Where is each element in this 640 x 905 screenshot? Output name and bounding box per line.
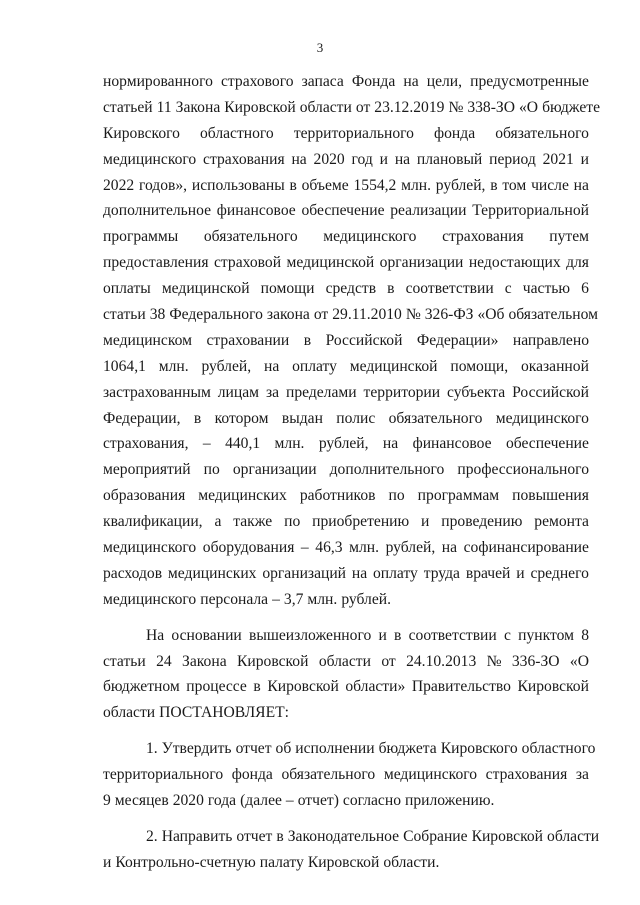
word: области	[103, 704, 156, 722]
word: ПОСТАНОВЛЯЕТ:	[159, 704, 289, 722]
word: страхового	[221, 73, 294, 90]
text-line	[103, 173, 589, 199]
paragraph	[103, 69, 601, 613]
word: год	[351, 150, 373, 168]
word: обязательного	[495, 124, 589, 142]
word: Закона	[175, 98, 221, 116]
word: пределами	[285, 383, 357, 401]
word: врачей	[465, 564, 511, 582]
word: основании	[171, 626, 242, 644]
word: 6	[581, 280, 589, 298]
word: объеме	[301, 176, 349, 194]
word: мероприятий	[103, 461, 191, 479]
word: и	[421, 513, 430, 531]
word: –	[202, 435, 211, 453]
word: с	[504, 280, 512, 298]
word: палату	[259, 853, 304, 871]
word: фонда	[231, 766, 273, 784]
word: проведению	[441, 513, 523, 531]
word: исполнении	[295, 740, 375, 758]
word: и	[580, 150, 589, 168]
word: плановый	[416, 150, 483, 168]
word: помощи,	[450, 357, 509, 375]
word: на	[263, 357, 280, 375]
word: статьи	[103, 306, 146, 324]
word: 2.	[146, 827, 158, 845]
word: расходов	[103, 564, 163, 582]
word: на	[382, 435, 399, 453]
word: рублей,	[318, 435, 369, 453]
word: обязательного	[388, 409, 483, 427]
word: 336-ЗО	[511, 652, 560, 670]
word: соответствии	[408, 626, 497, 644]
word: 2020	[313, 150, 345, 168]
word: Правительство	[411, 678, 511, 696]
word: рублей,	[201, 357, 252, 375]
word: 1554,2	[353, 176, 397, 194]
word: и	[516, 564, 525, 582]
word: числе	[531, 176, 569, 194]
word: том	[502, 176, 527, 194]
text-line	[103, 328, 589, 354]
word: среднего	[530, 564, 589, 582]
word: реализации	[390, 202, 467, 220]
word: лицам	[217, 383, 260, 401]
word: №	[486, 652, 502, 670]
word: медицинской	[286, 254, 375, 272]
word: «Об	[477, 306, 505, 324]
word: области	[547, 827, 600, 845]
text-line	[103, 561, 589, 587]
word: также	[233, 513, 273, 531]
word: года	[207, 792, 237, 810]
word: в	[276, 827, 284, 845]
word: «О	[519, 98, 539, 116]
word: 29.11.2010	[332, 306, 402, 324]
word: работников	[299, 487, 376, 505]
word: –	[272, 590, 280, 608]
word: путем	[549, 228, 589, 246]
word: нормированного	[103, 73, 213, 90]
word: Кировской	[236, 652, 309, 670]
word: Федерального	[169, 306, 263, 324]
word: страховании	[206, 331, 290, 349]
word: 2022	[103, 176, 135, 194]
word: Контрольно-счетную	[115, 853, 256, 871]
word: территориального	[293, 124, 414, 142]
word: Собрание	[403, 827, 468, 845]
word: территории	[363, 383, 441, 401]
word: оказанной	[520, 357, 589, 375]
text-line	[103, 509, 589, 535]
word: страхования,	[103, 435, 189, 453]
paragraph-gap	[103, 613, 589, 623]
text-line	[103, 623, 589, 649]
word: области	[299, 98, 352, 116]
word: фонда	[434, 124, 476, 142]
text-line	[103, 95, 601, 121]
word: и	[103, 853, 112, 871]
word: запаса	[301, 73, 344, 90]
word: бюджетном	[103, 678, 180, 696]
word: в	[394, 626, 402, 644]
text-line	[103, 736, 596, 762]
word: соответствии	[405, 280, 494, 298]
word: дополнительного	[329, 461, 445, 479]
word: Кировской	[471, 827, 544, 845]
word: 9	[103, 792, 111, 810]
text-line	[103, 587, 589, 613]
word: бюджете	[542, 98, 601, 116]
word: 8	[581, 626, 589, 644]
word: медицинской	[161, 280, 250, 298]
word: квалификации,	[103, 513, 203, 531]
word: обеспечение	[505, 435, 589, 453]
word: бюджета	[378, 740, 437, 758]
word: статьей	[103, 98, 153, 116]
word: 1064,1	[103, 357, 146, 375]
word: Кировского	[440, 740, 518, 758]
word: Кировской	[224, 98, 296, 116]
word: с	[503, 626, 511, 644]
word: медицинского	[323, 228, 417, 246]
word: 3,7	[283, 590, 304, 608]
text-line	[103, 649, 589, 675]
word: страхования	[442, 228, 524, 246]
word: цели,	[426, 73, 463, 90]
word: территориального	[103, 766, 224, 784]
text-line	[103, 224, 589, 250]
word: на	[291, 150, 307, 168]
word: 338-ЗО	[467, 98, 515, 116]
word: обязательном	[508, 306, 598, 324]
paragraph	[103, 623, 589, 727]
word: за	[265, 383, 280, 401]
word: обязательного	[203, 228, 298, 246]
word: использованы	[191, 176, 285, 194]
word: рублей.	[341, 590, 391, 608]
text-line	[103, 121, 589, 147]
word: 11	[156, 98, 172, 116]
word: млн.	[158, 357, 189, 375]
text-line	[103, 147, 589, 173]
word: по	[203, 461, 220, 479]
word: частью	[522, 280, 571, 298]
word: персонала	[200, 590, 269, 608]
paragraph-gap	[103, 726, 589, 736]
word: 23.12.2019	[374, 98, 445, 116]
word: направлено	[512, 331, 589, 349]
text-line	[103, 850, 589, 876]
word: 2020	[172, 792, 204, 810]
word: 46,3	[315, 539, 343, 557]
word: предоставления	[103, 254, 209, 272]
word: вышеизложенного	[249, 626, 372, 644]
word: на	[573, 176, 589, 194]
word: отчет	[235, 740, 272, 758]
word: млн.	[307, 590, 338, 608]
text-line	[103, 406, 589, 432]
text-line	[103, 824, 600, 850]
word: недостающих	[468, 254, 561, 272]
word: помощи	[260, 280, 315, 298]
word: отчет)	[297, 792, 339, 810]
word: области»	[345, 678, 406, 696]
paragraph	[103, 824, 600, 876]
text-line	[103, 354, 589, 380]
word: от	[355, 98, 371, 116]
word: на	[403, 73, 419, 90]
word: повышения	[512, 487, 589, 505]
text-line	[103, 250, 589, 276]
text-line	[103, 700, 589, 726]
text-line	[103, 198, 589, 224]
word: организаций	[262, 564, 347, 582]
word: 440,1	[225, 435, 261, 453]
word: в	[289, 176, 297, 194]
word: по	[284, 513, 301, 531]
paragraph-gap	[103, 814, 589, 824]
text-line	[103, 762, 589, 788]
word: и	[378, 626, 387, 644]
word: финансовое	[412, 435, 492, 453]
word: финансовое	[216, 202, 296, 220]
word: закона	[266, 306, 310, 324]
word: выдан	[281, 409, 323, 427]
word: Кировской	[267, 678, 339, 696]
word: 326-ФЗ	[424, 306, 474, 324]
word: Федерации,	[103, 409, 181, 427]
word: обязательного	[281, 766, 376, 784]
word: Российской	[512, 383, 589, 401]
word: области	[318, 652, 371, 670]
word: медицинских	[198, 487, 287, 505]
word: в	[490, 176, 498, 194]
word: страховой	[214, 254, 282, 272]
text-line	[103, 457, 589, 483]
word: Территориальной	[472, 202, 589, 220]
text-line	[103, 483, 589, 509]
text-line	[103, 380, 589, 406]
word: об	[275, 740, 292, 758]
word: рублей,	[435, 176, 486, 194]
text-line	[103, 431, 589, 457]
word: Закона	[182, 652, 227, 670]
word: Кировского	[103, 124, 180, 142]
word: –	[285, 792, 294, 810]
word: программы	[103, 228, 179, 246]
word: медицинском	[103, 331, 192, 349]
page-number: 3	[316, 40, 324, 55]
text-line	[103, 276, 589, 302]
word: медицинского	[103, 590, 197, 608]
word: млн.	[274, 435, 305, 453]
word: образования	[103, 487, 186, 505]
word: отчет	[236, 827, 273, 845]
word: оплаты	[103, 280, 151, 298]
word: согласно	[342, 792, 401, 810]
word: «О	[569, 652, 589, 670]
word: Кировской	[307, 853, 380, 871]
word: приложению.	[405, 792, 495, 810]
word: Фонда	[351, 73, 396, 90]
word: пунктом	[518, 626, 574, 644]
word: предусмотренные	[470, 73, 589, 90]
word: Направить	[161, 827, 233, 845]
word: дополнительное	[103, 202, 212, 220]
word: на	[394, 150, 411, 168]
word: областного	[200, 124, 274, 142]
word: в	[303, 331, 312, 349]
word: млн.	[349, 539, 380, 557]
word: статьи	[103, 652, 146, 670]
word: 24.10.2013	[406, 652, 477, 670]
word: медицинского	[103, 150, 197, 168]
word: в	[387, 280, 395, 298]
word: оплату	[373, 564, 418, 582]
word: софинансирование	[463, 539, 589, 557]
word: в	[193, 409, 202, 427]
word: субъекта	[447, 383, 506, 401]
word: по	[388, 487, 405, 505]
word: организации	[379, 254, 464, 272]
word: для	[566, 254, 589, 272]
word: медицинских	[167, 564, 257, 582]
word: областного	[521, 740, 596, 758]
word: ремонта	[534, 513, 589, 531]
word: программам	[417, 487, 500, 505]
word: (далее	[240, 792, 282, 810]
word: средств	[325, 280, 377, 298]
word: котором	[214, 409, 269, 427]
word: медицинского	[495, 409, 589, 427]
text-line	[103, 535, 589, 561]
text-line	[103, 788, 589, 814]
word: от	[381, 652, 396, 670]
word: –	[300, 539, 309, 557]
word: застрахованным	[103, 383, 211, 401]
word: обеспечение	[301, 202, 385, 220]
word: Российской	[325, 331, 403, 349]
word: в	[253, 678, 261, 696]
word: и	[379, 150, 388, 168]
word: годов»,	[138, 176, 188, 194]
text-line	[103, 674, 589, 700]
word: области.	[383, 853, 440, 871]
document-body	[103, 69, 601, 876]
word: медицинского	[103, 539, 197, 557]
word: Утвердить	[161, 740, 232, 758]
word: №	[448, 98, 464, 116]
word: месяцев	[114, 792, 169, 810]
word: на	[441, 539, 458, 557]
word: 24	[156, 652, 172, 670]
word: Федерации»	[416, 331, 499, 349]
word: приобретению	[312, 513, 410, 531]
word: медицинской	[349, 357, 438, 375]
word: медицинского	[383, 766, 478, 784]
word: млн.	[401, 176, 432, 194]
word: на	[351, 564, 368, 582]
word: 1.	[146, 740, 158, 758]
word: оборудования	[202, 539, 295, 557]
word: 2021	[542, 150, 574, 168]
word: №	[405, 306, 421, 324]
word: за	[575, 766, 589, 784]
word: оплату	[292, 357, 337, 375]
word: полис	[336, 409, 376, 427]
text-line	[103, 302, 598, 328]
word: а	[214, 513, 222, 531]
word: организации	[232, 461, 317, 479]
paragraph	[103, 736, 596, 814]
word: рублей,	[385, 539, 436, 557]
text-line	[103, 69, 589, 95]
word: процессе	[186, 678, 247, 696]
word: период	[489, 150, 536, 168]
word: Законодательное	[287, 827, 400, 845]
word: На	[146, 626, 165, 644]
word: труда	[423, 564, 460, 582]
word: Кировской	[517, 678, 589, 696]
word: 38	[149, 306, 166, 324]
word: страхования	[485, 766, 568, 784]
word: от	[313, 306, 329, 324]
word: страхования	[203, 150, 285, 168]
word: профессионального	[457, 461, 589, 479]
